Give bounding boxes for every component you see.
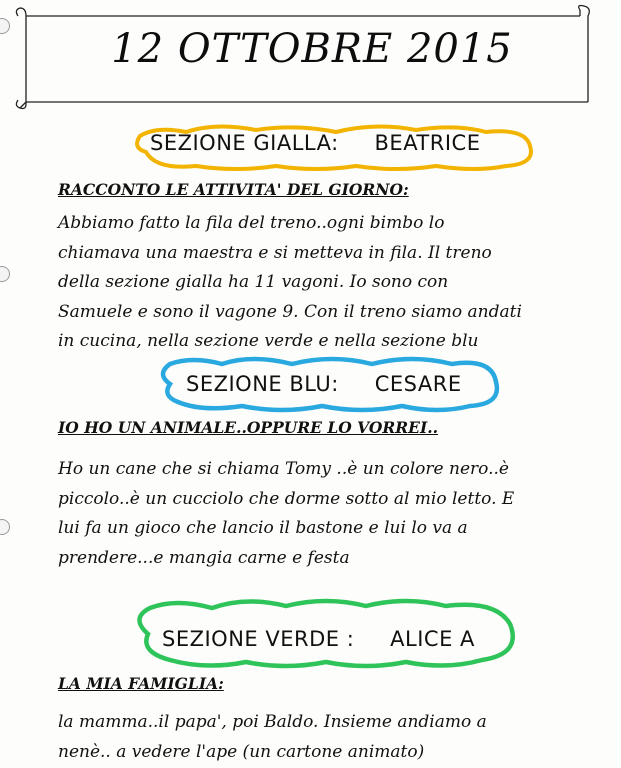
text-line: la mamma..il papa', poi Baldo. Insieme andiamo a (58, 712, 487, 732)
text-line: in cucina, nella sezione verde e nella sezione blu (58, 331, 479, 351)
paragraph-verde (58, 708, 598, 767)
page-title: 12 OTTOBRE 2015 (111, 26, 513, 72)
paragraph-gialla (58, 209, 598, 357)
text-line: Ho un cane che si chiama Tomy ..è un colore nero..è (58, 459, 509, 479)
text-line: Samuele e sono il vagone 9. Con il treno siamo andati (58, 301, 522, 322)
section-heading-verde: SEZIONE VERDE : ALICE A (162, 627, 475, 651)
punch-hole (0, 18, 10, 34)
punch-hole (0, 519, 10, 535)
punch-hole (0, 266, 10, 282)
text-line: Abbiamo fatto la fila del treno..ogni bimbo lo (58, 213, 445, 233)
subtitle-gialla: RACCONTO LE ATTIVITA' DEL GIORNO: (58, 180, 409, 199)
subtitle-blu: IO HO UN ANIMALE..OPPURE LO VORREI.. (58, 418, 438, 437)
section-heading-gialla: SEZIONE GIALLA: BEATRICE (150, 131, 481, 155)
text-line: piccolo..è un cucciolo che dorme sotto al mio letto. E (58, 488, 515, 509)
text-line: chiamava una maestra e si metteva in fila. Il treno (58, 242, 492, 263)
paragraph-blu (58, 455, 598, 573)
text-line: nenè.. a vedere l'ape (un cartone animato) (58, 741, 425, 762)
section-heading-blu: SEZIONE BLU: CESARE (186, 372, 462, 396)
subtitle-verde: LA MIA FAMIGLIA: (58, 674, 224, 693)
title-banner (12, 4, 590, 108)
text-line: della sezione gialla ha 11 vagoni. Io sono con (58, 272, 449, 292)
text-line: lui fa un gioco che lancio il bastone e lui lo va a (58, 518, 468, 538)
text-line: prendere...e mangia carne e festa (58, 547, 350, 568)
